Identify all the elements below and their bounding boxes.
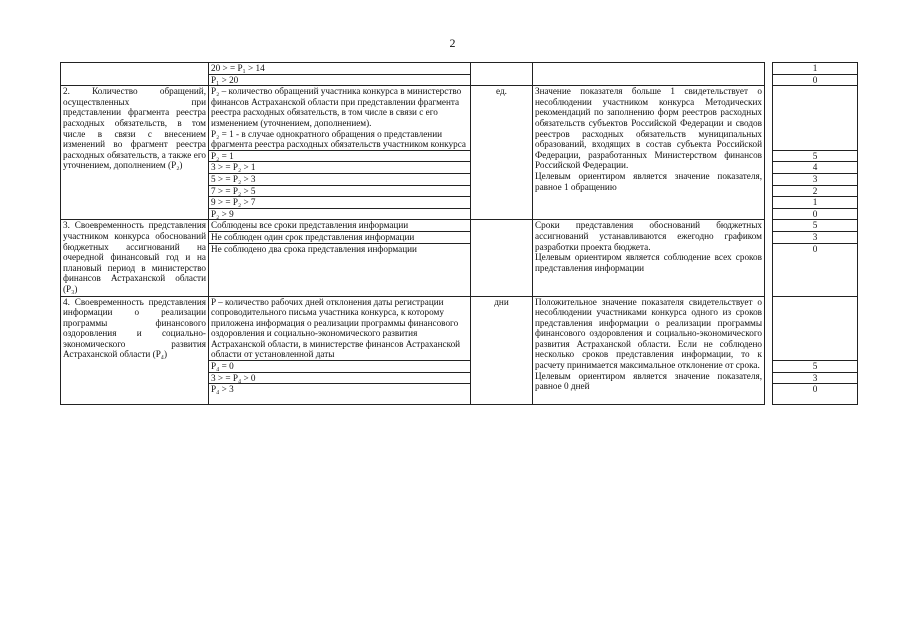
table-row	[61, 220, 858, 232]
score-cell: 3	[773, 173, 858, 185]
condition-cell: P₄ > 3	[209, 384, 471, 405]
unit-cell	[471, 63, 533, 86]
criteria-table	[60, 62, 858, 405]
comment-cell	[533, 296, 765, 405]
criterion-name-cell: 3. Своевременность представления участником конкурса обоснований бюджетных ассигнований на очередной финансовый год и на плановый период в министерство финансов Астраханской области (P₃)	[61, 220, 209, 296]
score-cell: 2	[773, 185, 858, 197]
page-number: 2	[449, 36, 456, 50]
spacer-cell	[765, 220, 773, 296]
condition-cell: 20 > = P₁ > 14	[209, 63, 471, 75]
table-row	[61, 296, 858, 361]
score-cell: 0	[773, 243, 858, 296]
condition-cell: P₄ = 0	[209, 361, 471, 373]
score-cell: 1	[773, 197, 858, 209]
criterion-name-cell: 2. Количество обращений, осуществленных при представлении фрагмента реестра расходных обязательств, в том числе в связи с внесением изменений во фрагмент реестра расходных обязательств, а также его уточнением, дополнением (P₂)	[61, 86, 209, 220]
formula-text: P₂ = 1 - в случае однократного обращения о представлении фрагмента реестра расходных обязательств участником конкурса	[211, 128, 466, 150]
condition-cell: 5 > = P₂ > 3	[209, 173, 471, 185]
unit-cell: ед.	[471, 86, 533, 220]
spacer-cell	[765, 63, 773, 86]
condition-cell: 3 > = P₄ > 0	[209, 372, 471, 384]
condition-cell: Соблюдены все сроки представления информации	[209, 220, 471, 232]
comment-text: Целевым ориентиром является значение показателя, равное 0 дней	[535, 370, 762, 392]
spacer-cell	[765, 86, 773, 220]
comment-cell	[533, 63, 765, 86]
unit-cell	[471, 220, 533, 296]
formula-text: P₂ – количество обращений участника конкурса в министерство финансов Астраханской области при представлении фрагмента реестра расходных обязательств, в том числе в связи с его изменением (уточнением, дополнением).	[211, 86, 462, 128]
score-cell: 5	[773, 150, 858, 162]
condition-cell: P₂ > 9	[209, 208, 471, 220]
score-cell: 0	[773, 384, 858, 405]
score-cell: 5	[773, 220, 858, 232]
formula-cell: P – количество рабочих дней отклонения даты регистрации сопроводительного письма участника конкурса, к которому приложена информация о реализации программы финансового оздоровления и социально-экономического развития Астраханской области, в министерстве финансов Астраханской области от установленной даты	[209, 296, 471, 361]
score-cell: 5	[773, 361, 858, 373]
score-cell: 4	[773, 162, 858, 174]
condition-cell: P₂ = 1	[209, 150, 471, 162]
score-cell	[773, 86, 858, 151]
score-cell: 3	[773, 231, 858, 243]
condition-cell: 7 > = P₂ > 5	[209, 185, 471, 197]
formula-cell	[209, 86, 471, 151]
table-row	[61, 86, 858, 151]
score-cell: 0	[773, 208, 858, 220]
criterion-name-cell: 4. Своевременность представления информации о реализации программы финансового оздоровления и социально-экономического развития Астраханской области (P₄)	[61, 296, 209, 405]
score-cell: 0	[773, 74, 858, 86]
comment-text: Значение показателя больше 1 свидетельствует о несоблюдении участником конкурса Методических рекомендаций по заполнению форм реестров расходных обязательств субъектов Российской Федерации и сводов реестров расходных обязательств муниципальных образований, входящих в состав субъекта Российской Федерации, разработанных Министерством финансов Российской Федерации.	[535, 86, 762, 171]
spacer-cell	[765, 296, 773, 405]
score-cell	[773, 296, 858, 361]
score-cell: 1	[773, 63, 858, 75]
score-cell: 3	[773, 372, 858, 384]
condition-cell: 3 > = P₂ > 1	[209, 162, 471, 174]
condition-cell: Не соблюдено два срока представления информации	[209, 243, 471, 296]
comment-text: Сроки представления обоснований бюджетных ассигнований устанавливаются ежегодно графиком разработки проекта бюджета.	[535, 220, 762, 252]
unit-cell: дни	[471, 296, 533, 405]
condition-cell: P₁ > 20	[209, 74, 471, 86]
condition-cell: 9 > = P₂ > 7	[209, 197, 471, 209]
condition-cell: Не соблюден один срок представления информации	[209, 231, 471, 243]
comment-cell	[533, 220, 765, 296]
criterion-name-cell	[61, 63, 209, 86]
table-row	[61, 63, 858, 75]
comment-text: Целевым ориентиром является значение показателя, равное 1 обращению	[535, 170, 762, 192]
comment-text: Положительное значение показателя свидетельствует о несоблюдении участниками конкурса одного из сроков представления информации о реализации программы финансового оздоровления и социально-экономического развития Астраханской области. Если не соблюдено несколько сроков представления информации, то к расчету принимается максимальное отклонение от срока.	[535, 296, 762, 371]
comment-cell	[533, 86, 765, 220]
comment-text: Целевым ориентиром является соблюдение всех сроков представления информации	[535, 252, 762, 273]
